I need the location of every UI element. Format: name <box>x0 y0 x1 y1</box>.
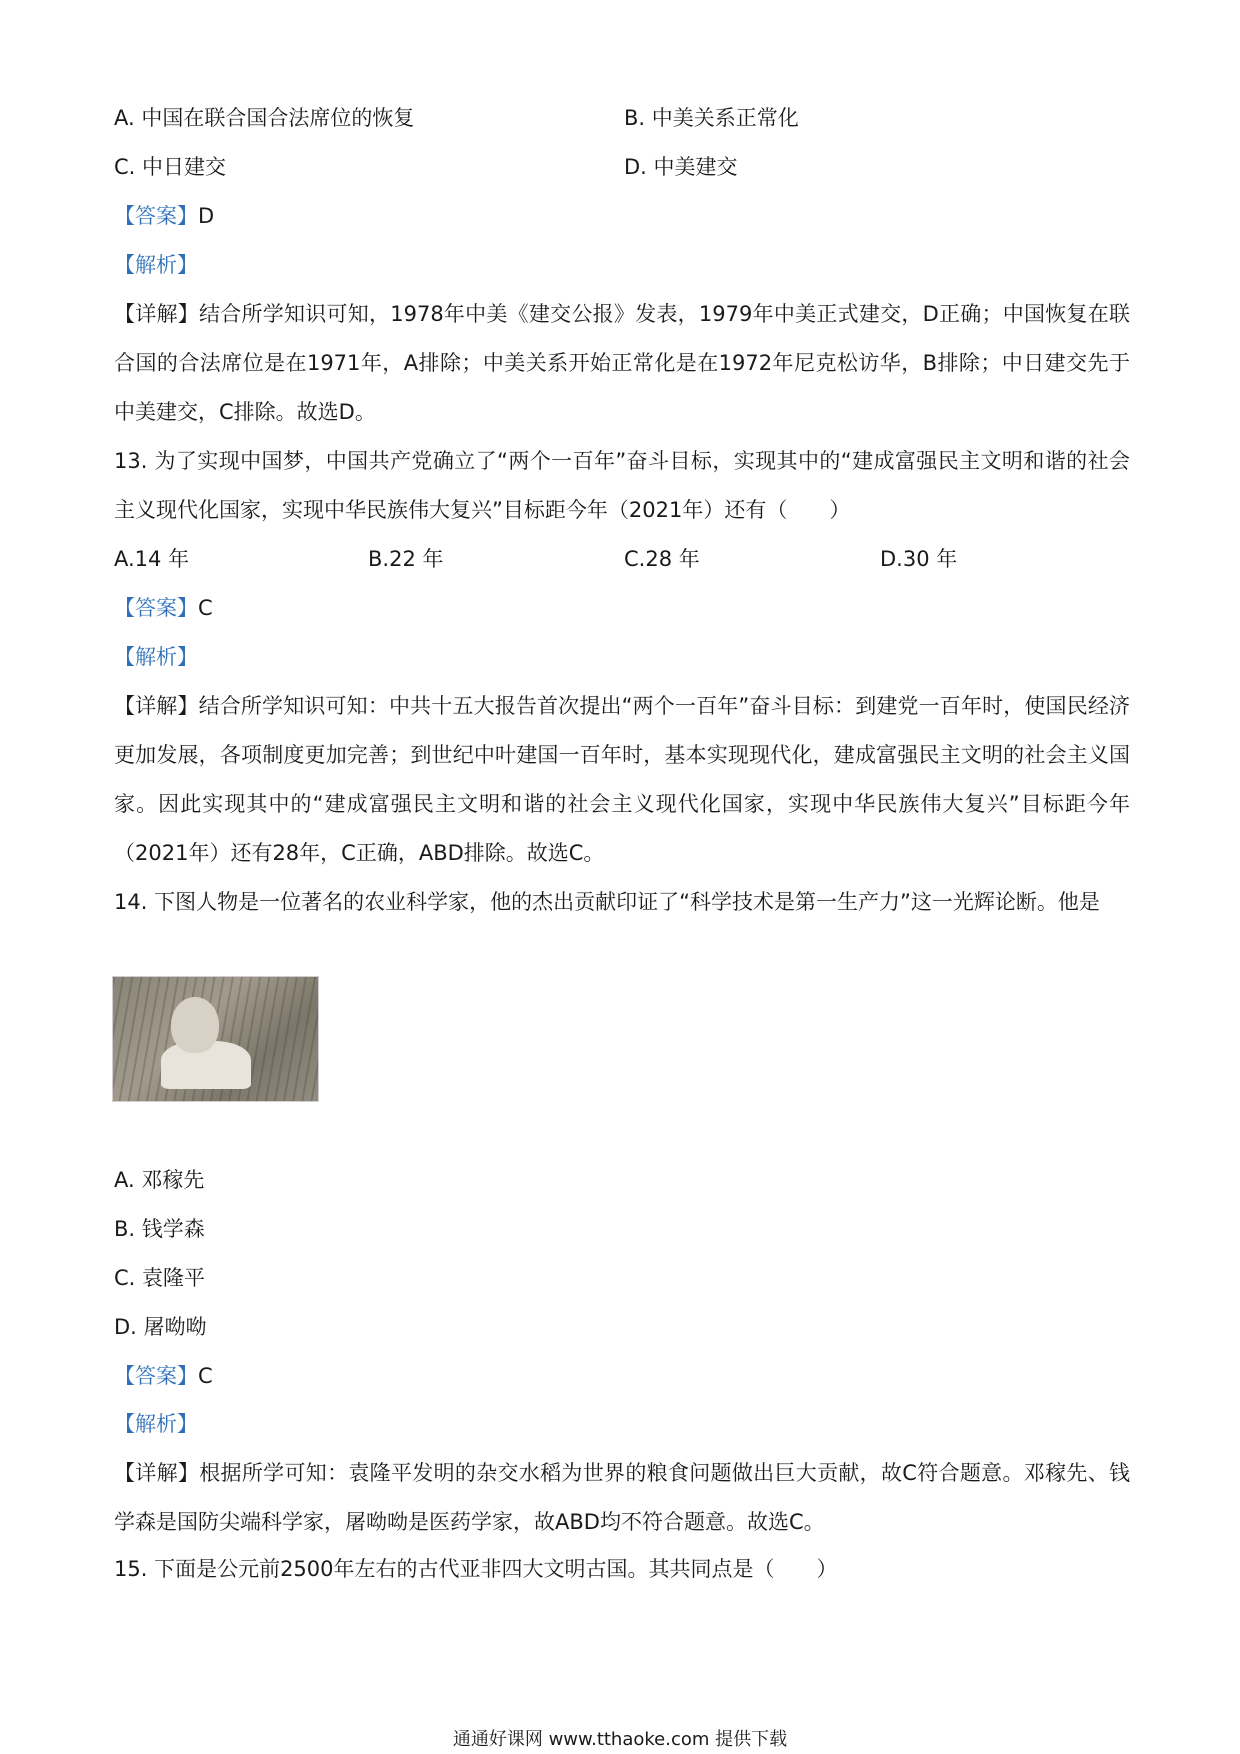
page-footer: 通通好课网 www.tthaoke.com 提供下载 <box>452 1729 788 1750</box>
q12-option-d: D. 中美建交 <box>624 155 738 179</box>
q14-option-d: D. 屠呦呦 <box>114 1315 207 1339</box>
q12-detail: 【详解】结合所学知识可知，1978年中美《建交公报》发表，1979年中美正式建交，D正确；中国恢复在联合国的合法席位是在1971年，A排除；中美关系开始正常化是在1972年尼克松访华，B排除；中日建交先于中美建交，C排除。故选D。 <box>114 302 1130 424</box>
q13-analysis: 【解析】 <box>114 645 198 669</box>
q14-question: 14. 下图人物是一位著名的农业科学家，他的杰出贡献印证了“科学技术是第一生产力”这一光辉论断。他是 <box>114 890 1100 914</box>
q13-answer: 【答案】C <box>114 596 213 620</box>
q14-analysis: 【解析】 <box>114 1412 198 1436</box>
q12-option-b: B. 中美关系正常化 <box>624 106 799 130</box>
q13-question: 13. 为了实现中国梦，中国共产党确立了“两个一百年”奋斗目标，实现其中的“建成富强民主文明和谐的社会主义现代化国家，实现中华民族伟大复兴”目标距今年（2021年）还有（ ） <box>114 449 1130 522</box>
q14-answer: 【答案】C <box>114 1364 213 1388</box>
q14-option-a: A. 邓稼先 <box>114 1168 205 1192</box>
farmer-photo <box>112 976 319 1102</box>
q13-option-d: D.30 年 <box>880 547 958 571</box>
q14-detail: 【详解】根据所学可知：袁隆平发明的杂交水稻为世界的粮食问题做出巨大贡献，故C符合题意。邓稼先、钱学森是国防尖端科学家，屠呦呦是医药学家，故ABD均不符合题意。故选C。 <box>114 1461 1131 1534</box>
q15-question: 15. 下面是公元前2500年左右的古代亚非四大文明古国。其共同点是（ ） <box>114 1557 838 1581</box>
q12-answer: 【答案】D <box>114 204 215 228</box>
q13-option-a: A.14 年 <box>114 547 190 571</box>
q13-option-c: C.28 年 <box>624 547 700 571</box>
q12-option-c: C. 中日建交 <box>114 155 227 179</box>
q12-analysis: 【解析】 <box>114 253 198 277</box>
q13-option-b: B.22 年 <box>368 547 444 571</box>
q13-detail: 【详解】结合所学知识可知：中共十五大报告首次提出“两个一百年”奋斗目标：到建党一百年时，使国民经济更加发展，各项制度更加完善；到世纪中叶建国一百年时，基本实现现代化，建成富强民主文明的社会主义国家。因此实现其中的“建成富强民主文明和谐的社会主义现代化国家，实现中华民族伟大复兴”目标距今年（2021年）还有28年，C正确，ABD排除。故选C。 <box>114 694 1130 865</box>
q12-option-a: A. 中国在联合国合法席位的恢复 <box>114 106 415 130</box>
q14-option-c: C. 袁隆平 <box>114 1266 206 1290</box>
q14-option-b: B. 钱学森 <box>114 1217 205 1241</box>
